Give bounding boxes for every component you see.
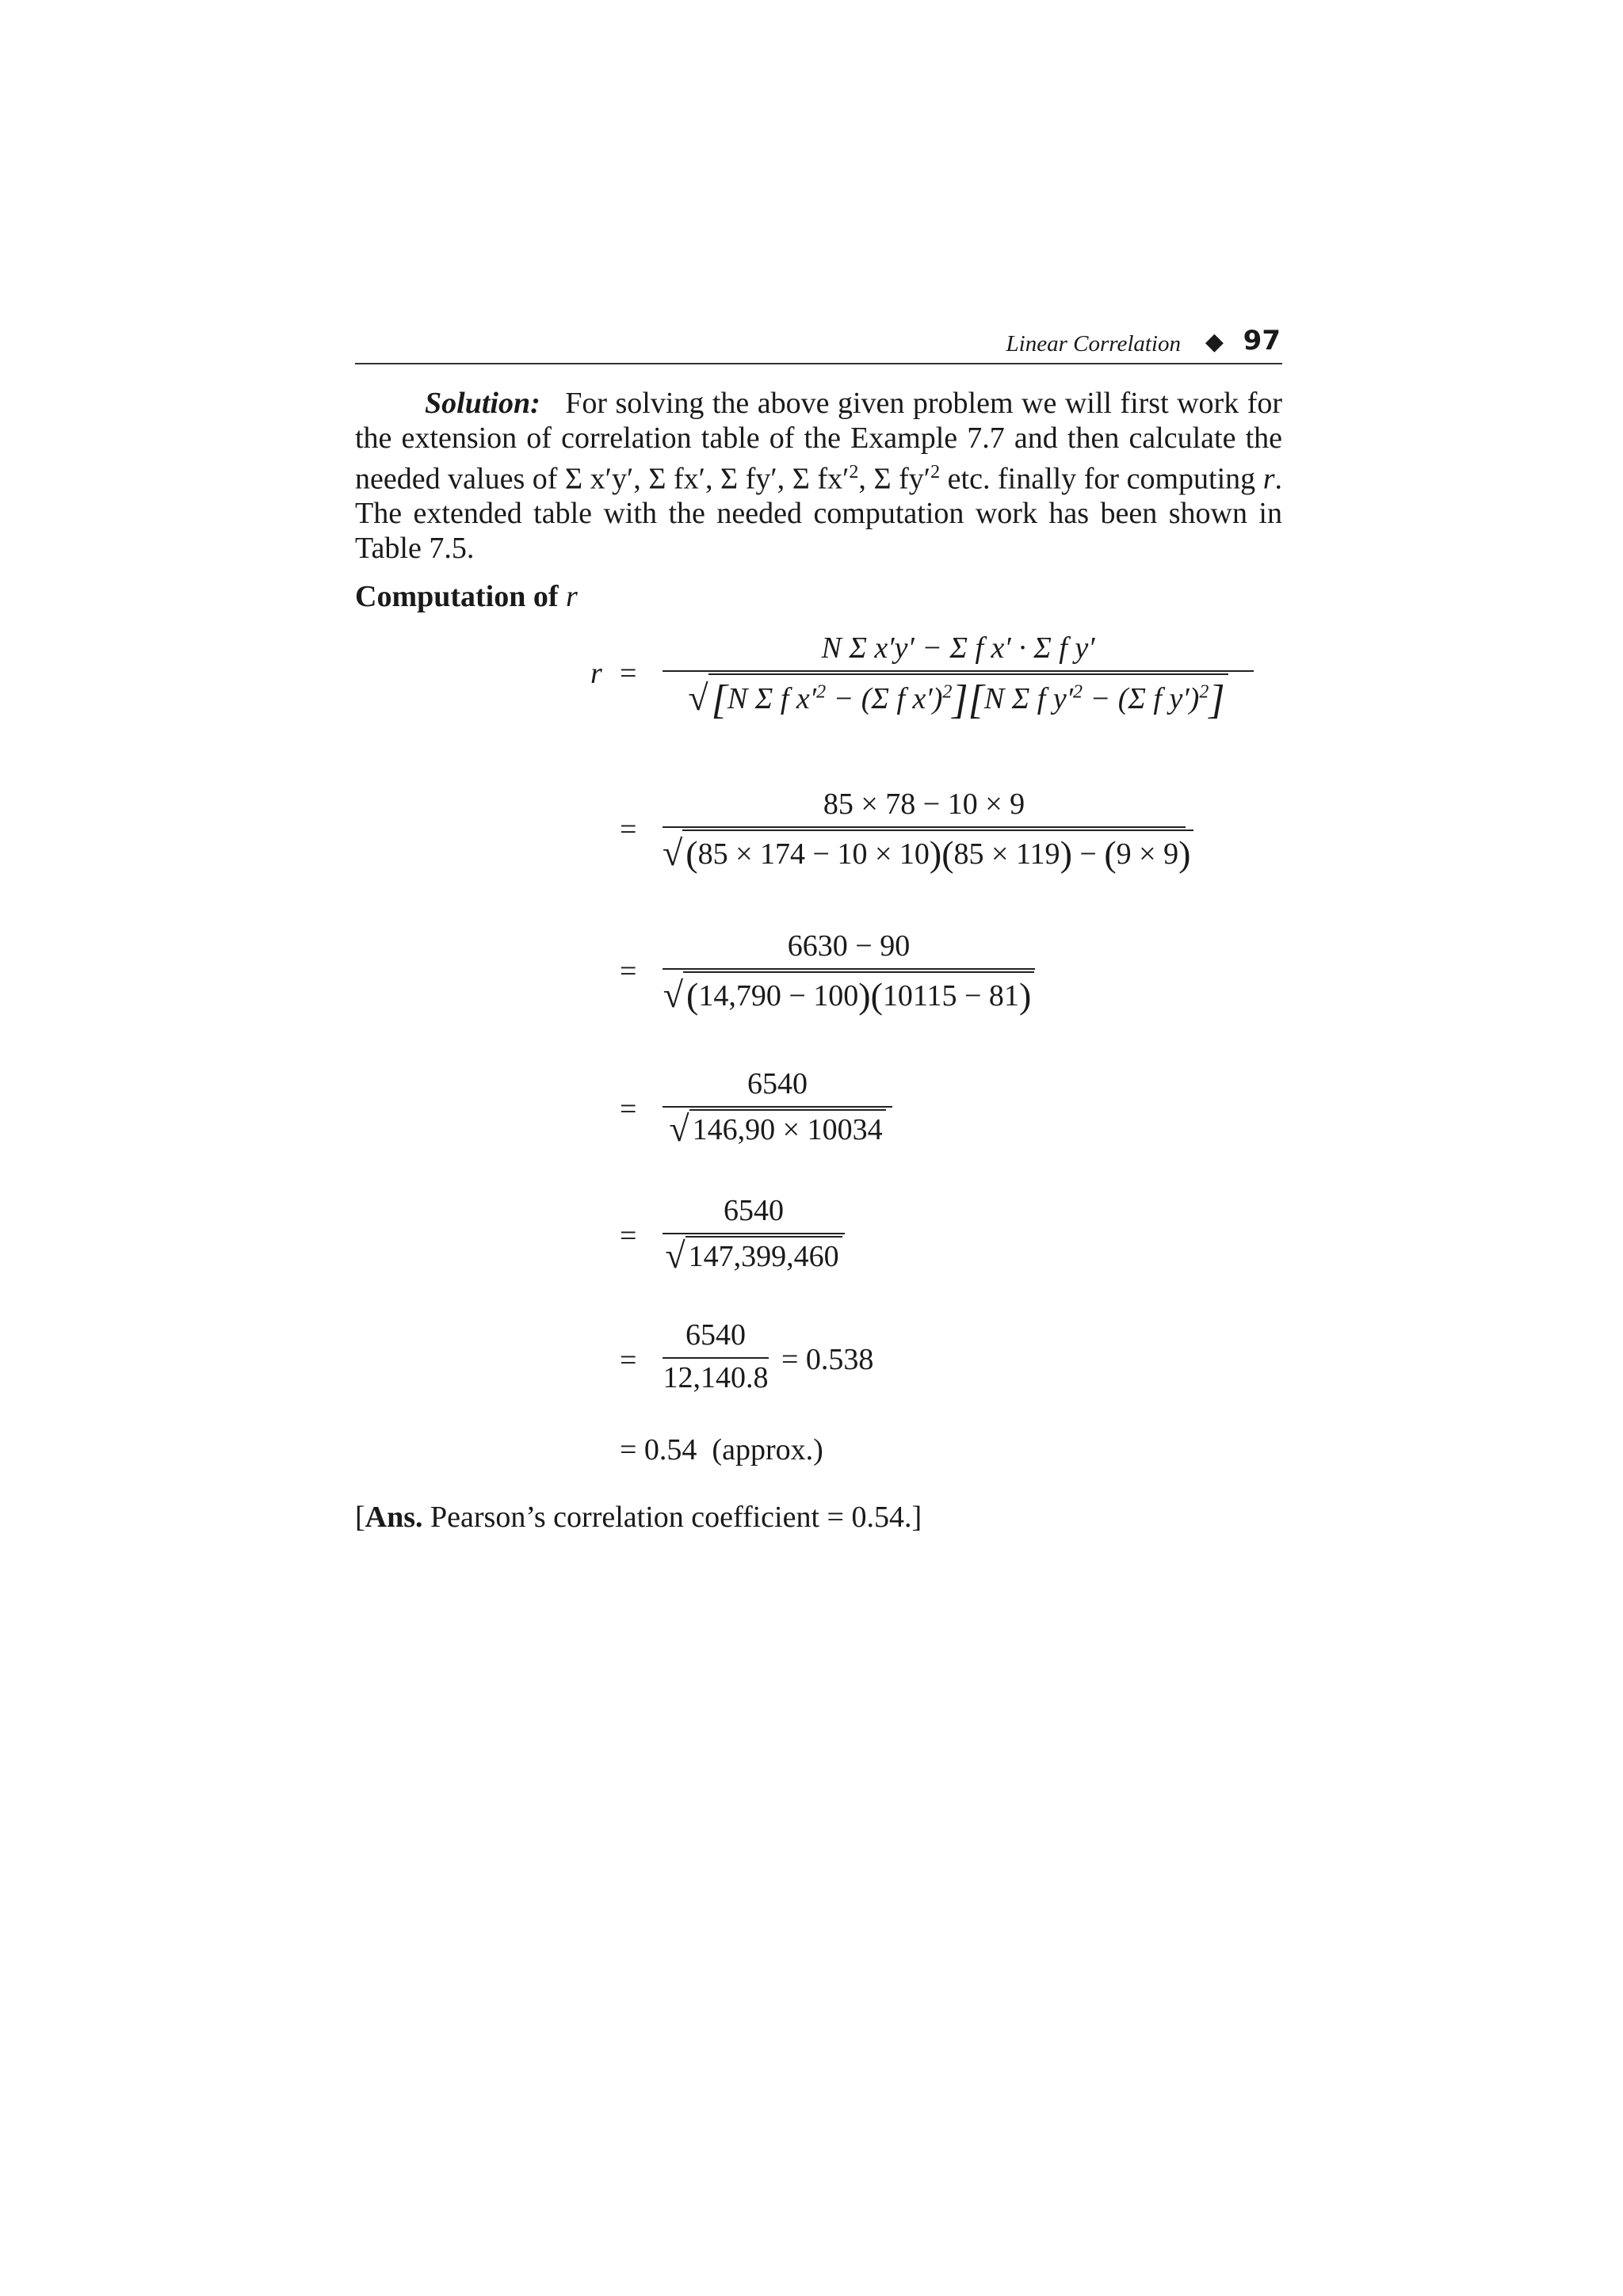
page-header xyxy=(355,320,1282,364)
diamond-icon: ◆ xyxy=(1205,329,1224,355)
equals-sign-1: = xyxy=(620,657,637,690)
final-approx: = 0.54 (approx.) xyxy=(620,1433,823,1466)
equals-sign-2: = xyxy=(620,813,637,846)
lhs-r: r xyxy=(590,657,602,690)
formula-den-b: − (Σ f x′) xyxy=(826,682,943,715)
fraction-bar xyxy=(663,1357,769,1359)
answer-open-bracket: [ xyxy=(355,1501,365,1534)
step5-den: 147,399,460 xyxy=(685,1236,842,1274)
equals-sign-3: = xyxy=(620,955,637,988)
step2-den-c: 9 × 9 xyxy=(1116,837,1179,871)
step4-den: 146,90 × 10034 xyxy=(689,1109,886,1147)
step2-denominator: √(85 × 174 − 10 × 10)(85 × 119) − (9 × 9) xyxy=(663,830,1186,875)
step3-den-b: 10115 − 81 xyxy=(882,979,1019,1013)
step4-numerator: 6540 xyxy=(747,1067,808,1100)
formula-den-c-sup: 2 xyxy=(1073,681,1083,703)
equals-sign-4: = xyxy=(620,1093,637,1126)
step6-numerator: 6540 xyxy=(685,1318,746,1352)
solution-text-1: For solving the above given problem we will first work for the extension of correlation table of the Example 7.7 and then calculate the needed values of Σ x′y′, Σ fx′, Σ fy′, Σ fx′ xyxy=(355,387,1283,496)
solution-text-2: , Σ fy′ xyxy=(858,462,931,496)
step2-den-b: 85 × 119 xyxy=(953,837,1060,871)
solution-sup-2: 2 xyxy=(930,462,941,482)
solution-var-r: r xyxy=(1262,462,1275,496)
fraction-bar xyxy=(663,968,1035,970)
answer-label: Ans. xyxy=(365,1501,423,1534)
answer-text: Pearson’s correlation coefficient = 0.54.] xyxy=(422,1501,922,1534)
step2-den-a: 85 × 174 − 10 × 10 xyxy=(697,837,930,871)
sqrt-icon: √ xyxy=(669,1108,689,1149)
formula-numerator: N Σ x′y′ − Σ f x′ · Σ f y′ xyxy=(821,631,1095,665)
step4-fraction xyxy=(663,1066,892,1147)
step3-numerator: 6630 − 90 xyxy=(787,929,911,963)
step5-denominator xyxy=(663,1236,845,1274)
equals-sign-5: = xyxy=(620,1219,637,1253)
answer-line xyxy=(355,1500,922,1535)
page-number: 97 xyxy=(1243,325,1281,357)
step2-den-mid: − xyxy=(1071,837,1105,871)
step6-denominator: 12,140.8 xyxy=(663,1361,769,1394)
step6-result: = 0.538 xyxy=(781,1343,874,1376)
solution-paragraph xyxy=(355,387,1282,566)
solution-text-3: etc. finally for computing xyxy=(940,462,1263,496)
formula-denominator: √[N Σ f $x'^2 - (\Sigma$ f x′)$^2$][N Σ f $y'^2 - (\Sigma$ f y′)$^2$] xyxy=(663,673,1254,723)
formula-den-d-sup: 2 xyxy=(1199,681,1209,703)
formula-den-a: N Σ f x′ xyxy=(727,682,817,715)
step2-numerator: 85 × 78 − 10 × 9 xyxy=(823,788,1025,821)
formula-fraction xyxy=(663,631,1254,723)
solution-text-4: . The extended table with the needed computation work has been shown in Table 7.5. xyxy=(355,462,1282,565)
formula-den-a-sup: 2 xyxy=(816,681,827,703)
computation-heading-var: r xyxy=(566,580,578,613)
fraction-bar xyxy=(663,1233,845,1234)
computation-heading xyxy=(355,579,578,614)
computation-heading-text: Computation of xyxy=(355,580,559,613)
solution-sup-1: 2 xyxy=(849,462,859,482)
sqrt-icon: √ xyxy=(665,1235,685,1276)
sqrt-icon: √ xyxy=(688,677,708,718)
step6-fraction xyxy=(663,1318,769,1395)
step3-denominator: √(14,790 − 100)(10115 − 81) xyxy=(663,971,1035,1016)
step5-fraction xyxy=(663,1193,845,1274)
step5-numerator: 6540 xyxy=(724,1194,784,1227)
formula-den-c: N Σ f y′ xyxy=(983,682,1074,715)
equals-sign-6: = xyxy=(620,1344,637,1377)
step3-fraction xyxy=(663,929,1035,1016)
fraction-bar xyxy=(663,670,1254,672)
step4-denominator xyxy=(663,1109,892,1147)
sqrt-icon: √ xyxy=(663,833,683,873)
step3-den-a: 14,790 − 100 xyxy=(698,979,859,1013)
sqrt-icon: √ xyxy=(663,974,683,1015)
fraction-bar xyxy=(663,1106,892,1108)
step2-fraction xyxy=(663,787,1191,875)
fraction-bar xyxy=(663,826,1186,828)
solution-label: Solution: xyxy=(425,387,540,420)
running-title: Linear Correlation xyxy=(1006,331,1181,357)
formula-den-b-sup: 2 xyxy=(942,681,953,703)
formula-den-d: − (Σ f y′) xyxy=(1083,682,1200,715)
